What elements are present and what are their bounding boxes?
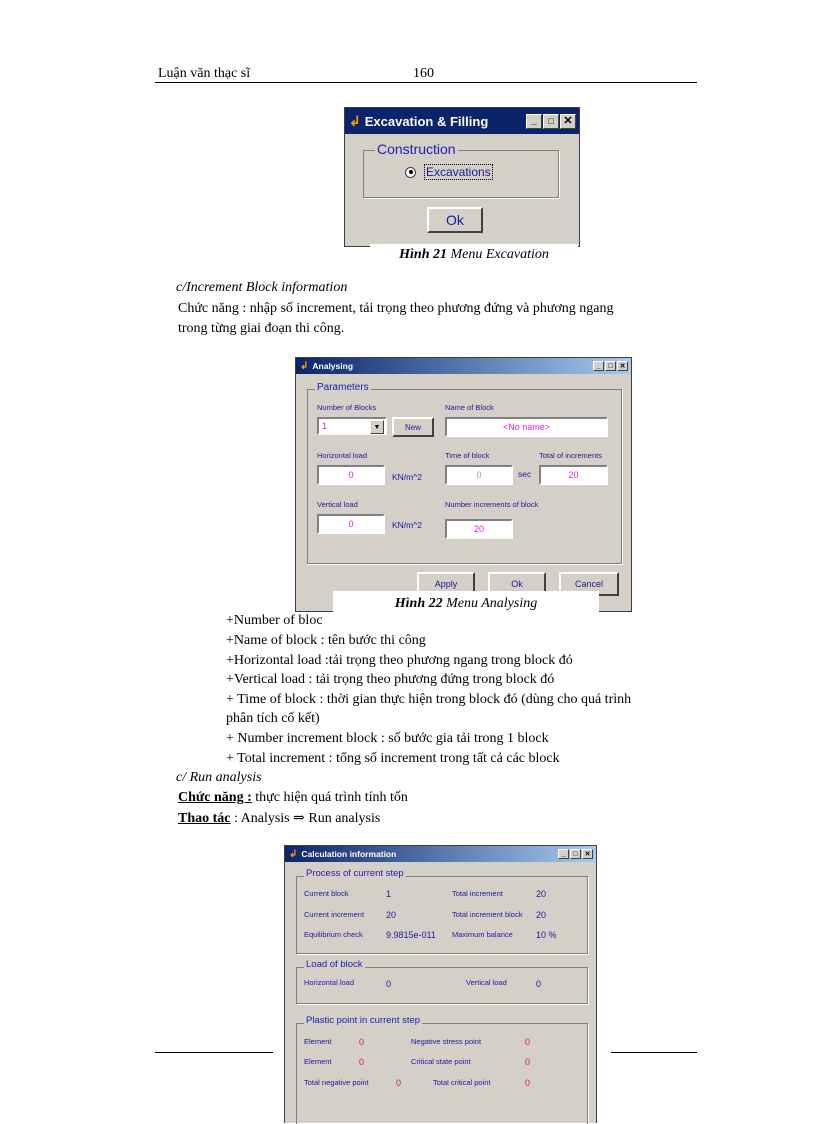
total-increment-value: 20 [536, 889, 547, 899]
equilibrium-check-label: Equilibrium check [304, 930, 363, 939]
section-increment-desc-1: Chức năng : nhập số increment, tải trọng theo phương đứng và phương ngang [178, 301, 614, 316]
maximize-icon[interactable]: □ [570, 849, 581, 859]
radio-selected-icon[interactable] [405, 167, 416, 178]
analysing-titlebar [296, 358, 631, 374]
footer-rule-left [155, 1052, 273, 1053]
number-of-blocks-label: Number of Blocks [317, 403, 377, 412]
time-of-block-input[interactable]: 0 [445, 465, 513, 485]
close-icon[interactable]: ✕ [617, 361, 628, 371]
process-group-label: Process of current step [306, 868, 404, 879]
chevron-down-icon[interactable]: ▼ [370, 420, 384, 434]
header-title: Luận văn thạc sĩ [158, 66, 251, 81]
vertical-load-label: Vertical load [466, 978, 507, 987]
total-increments-label: Total of increments [539, 451, 602, 460]
horizontal-load-input[interactable]: 0 [317, 465, 385, 485]
calculation-dialog [284, 845, 597, 1123]
ok-button[interactable]: Ok [488, 572, 546, 596]
matlab-icon: ↲ [289, 848, 298, 860]
total-critical-value: 0 [525, 1078, 531, 1088]
element-value-2: 0 [359, 1057, 365, 1067]
vertical-load-unit: KN/m^2 [392, 520, 422, 530]
maximize-icon[interactable]: □ [605, 361, 616, 371]
total-increment-label: Total increment [452, 889, 503, 898]
vertical-load-value: 0 [536, 979, 542, 989]
figure21-caption: Hình 21 Menu Excavation [370, 244, 578, 266]
analysing-title: Analysing [312, 361, 354, 371]
horizontal-load-label: Horizontal load [317, 451, 368, 460]
bullet-horizontal-load: +Horizontal load :tải trọng theo phương ngang trong block đó [226, 653, 573, 668]
plastic-point-group-label: Plastic point in current step [306, 1015, 421, 1026]
load-group-label: Load of block [306, 959, 363, 970]
excavation-title: Excavation & Filling [364, 113, 489, 129]
bullet-name-of-block: +Name of block : tên bước thi công [226, 633, 426, 648]
new-block-button[interactable]: New [392, 417, 434, 437]
cancel-button[interactable]: Cancel [559, 572, 619, 596]
arrow-right-icon: ⇒ [293, 811, 305, 826]
current-block-value: 1 [386, 889, 392, 899]
run-analysis-operation: Thao tác : Analysis ⇒ Run analysis [178, 811, 381, 826]
bullet-total-increment: + Total increment : tổng số increment trong tất cả các block [226, 751, 560, 766]
section-run-analysis-title: c/ Run analysis [176, 770, 262, 785]
minimize-icon[interactable]: _ [526, 114, 542, 129]
bullet-number-increment: + Number increment block : số bước gia tải trong 1 block [226, 731, 549, 746]
excavation-titlebar [345, 108, 579, 134]
horizontal-load-unit: KN/m^2 [392, 472, 422, 482]
max-balance-label: Maximum balance [452, 930, 513, 939]
time-of-block-label: Time of block [445, 451, 490, 460]
number-increments-input[interactable]: 20 [445, 519, 513, 539]
current-block-label: Current block [304, 889, 349, 898]
element-label-2: Element [304, 1057, 332, 1066]
calculation-titlebar [285, 846, 596, 862]
vertical-load-label: Vertical load [317, 500, 358, 509]
horizontal-load-label: Horizontal load [304, 978, 355, 987]
vertical-load-input[interactable]: 0 [317, 514, 385, 534]
excavations-radio-label: Excavations [426, 165, 491, 179]
analysing-dialog [295, 357, 632, 612]
max-balance-value: 10 % [536, 930, 557, 940]
page-number: 160 [413, 66, 434, 81]
section-increment-title: c/Increment Block information [176, 280, 348, 295]
element-value-1: 0 [359, 1037, 365, 1047]
bullet-number-of-block: +Number of bloc [226, 613, 323, 628]
total-increment-block-label: Total increment block [452, 910, 523, 919]
horizontal-load-value: 0 [386, 979, 392, 989]
negative-stress-label: Negative stress point [411, 1037, 482, 1046]
bullet-time-of-block: + Time of block : thời gian thực hiện trong block đó (dùng cho quá trình [226, 692, 632, 707]
ok-button[interactable]: Ok [427, 207, 483, 233]
equilibrium-check-value: 9.9815e-011 [386, 930, 436, 940]
excavations-radio-row[interactable] [405, 164, 493, 180]
close-icon[interactable]: ✕ [560, 114, 576, 129]
name-of-block-input[interactable]: <No name> [445, 417, 608, 437]
header-rule [155, 82, 697, 83]
total-critical-label: Total critical point [433, 1078, 491, 1087]
matlab-icon: ↲ [300, 360, 309, 372]
element-label-1: Element [304, 1037, 332, 1046]
maximize-icon[interactable]: □ [543, 114, 559, 129]
bullet-vertical-load: +Vertical load : tải trọng theo phương đứng trong block đó [226, 672, 555, 687]
matlab-icon: ↲ [349, 112, 361, 129]
figure22-caption: Hình 22 Menu Analysing [333, 591, 599, 615]
footer-rule-right [611, 1052, 697, 1053]
negative-stress-value: 0 [525, 1037, 531, 1047]
minimize-icon[interactable]: _ [558, 849, 569, 859]
apply-button[interactable]: Apply [417, 572, 475, 596]
run-analysis-function: Chức năng : thực hiện quá trình tính tốn [178, 790, 408, 805]
total-increment-block-value: 20 [536, 910, 547, 920]
parameters-group-label: Parameters [317, 382, 369, 393]
minimize-icon[interactable]: _ [593, 361, 604, 371]
critical-state-value: 0 [525, 1057, 531, 1067]
calculation-title: Calculation information [301, 849, 397, 859]
total-negative-value: 0 [396, 1078, 402, 1088]
close-icon[interactable]: ✕ [582, 849, 593, 859]
section-increment-desc-2: trong từng giai đoạn thi công. [178, 321, 345, 336]
construction-group-label: Construction [377, 141, 456, 157]
total-increments-input[interactable]: 20 [539, 465, 608, 485]
time-unit: sec [518, 469, 532, 479]
number-increments-label: Number increments of block [445, 500, 539, 509]
bullet-time-of-block-cont: phân tích cố kết) [226, 711, 320, 726]
critical-state-label: Critical state point [411, 1057, 471, 1066]
total-negative-label: Total negative point [304, 1078, 369, 1087]
excavation-dialog [344, 107, 580, 247]
name-of-block-label: Name of Block [445, 403, 494, 412]
current-increment-value: 20 [386, 910, 397, 920]
number-of-blocks-select[interactable]: 1 ▼ [317, 417, 387, 435]
current-increment-label: Current increment [304, 910, 365, 919]
